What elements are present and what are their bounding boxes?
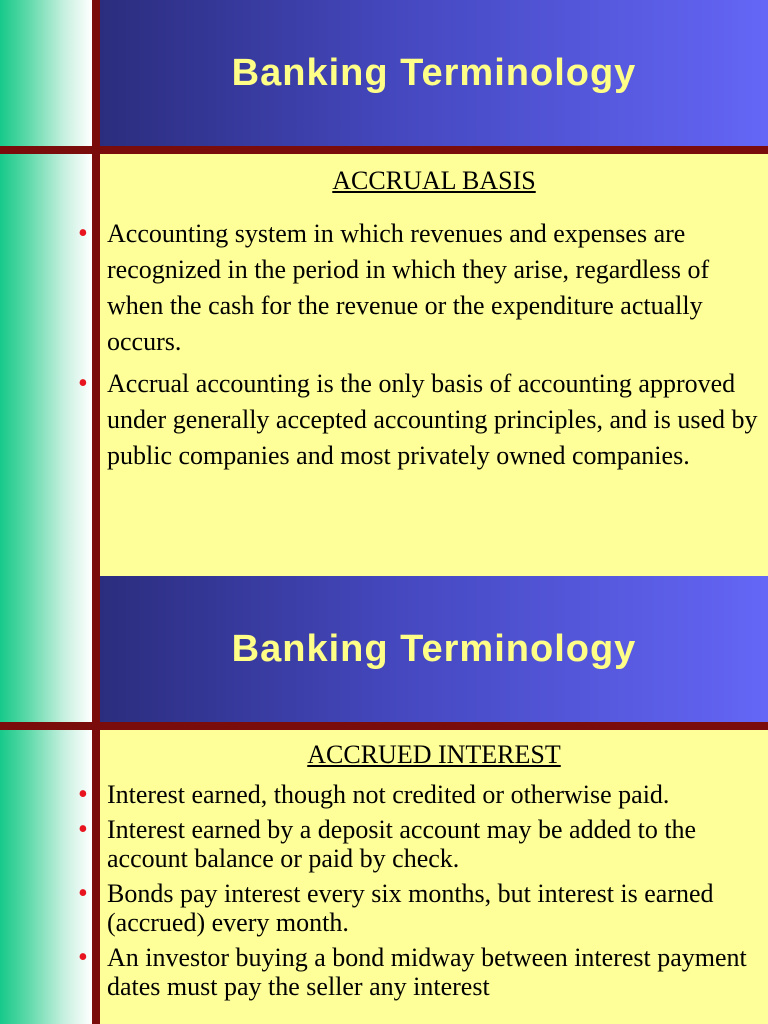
list-item xyxy=(78,814,758,873)
list-item xyxy=(78,878,758,937)
horizontal-divider xyxy=(0,722,768,730)
slide-accrued-interest xyxy=(0,576,768,1024)
bullet-text: Bonds pay interest every six months, but interest is earned (accrued) every month. xyxy=(107,879,714,937)
bullet-text: Accrual accounting is the only basis of accounting approved under generally accepted accounting principles, and is used by public companies and most privately owned companies. xyxy=(107,369,758,470)
bullet-icon: • xyxy=(78,779,88,810)
term-heading: ACCRUED INTEREST xyxy=(307,740,561,769)
list-item xyxy=(78,216,758,360)
bullet-list xyxy=(78,216,758,480)
bullet-text: Interest earned, though not credited or otherwise paid. xyxy=(107,780,670,809)
slide-title: Banking Terminology xyxy=(231,627,637,670)
bullet-icon: • xyxy=(78,942,88,973)
bullet-text: Accounting system in which revenues and expenses are recognized in the period in which they arise, regardless of when the cash for the revenue or the expenditure actually occurs. xyxy=(107,219,710,356)
title-band xyxy=(100,0,768,146)
list-item xyxy=(78,942,758,1001)
vertical-divider xyxy=(92,0,100,576)
list-item xyxy=(78,366,758,474)
bullet-icon: • xyxy=(78,814,88,845)
bullet-text: Interest earned by a deposit account may be added to the account balance or paid by check. xyxy=(107,815,697,873)
term-heading: ACCRUAL BASIS xyxy=(332,166,536,195)
slide-content xyxy=(78,154,768,576)
bullet-text: An investor buying a bond midway between interest payment dates must pay the seller any interest xyxy=(107,943,747,1001)
bullet-list xyxy=(78,779,758,1007)
left-gradient-strip xyxy=(0,0,92,576)
slide-content xyxy=(78,730,768,1024)
list-item xyxy=(78,779,758,810)
horizontal-divider xyxy=(0,146,768,154)
bullet-icon: • xyxy=(78,878,88,909)
title-band xyxy=(100,576,768,722)
bullet-icon: • xyxy=(78,218,88,249)
vertical-divider xyxy=(92,576,100,1024)
slide-title: Banking Terminology xyxy=(231,51,637,94)
bullet-icon: • xyxy=(78,368,88,399)
